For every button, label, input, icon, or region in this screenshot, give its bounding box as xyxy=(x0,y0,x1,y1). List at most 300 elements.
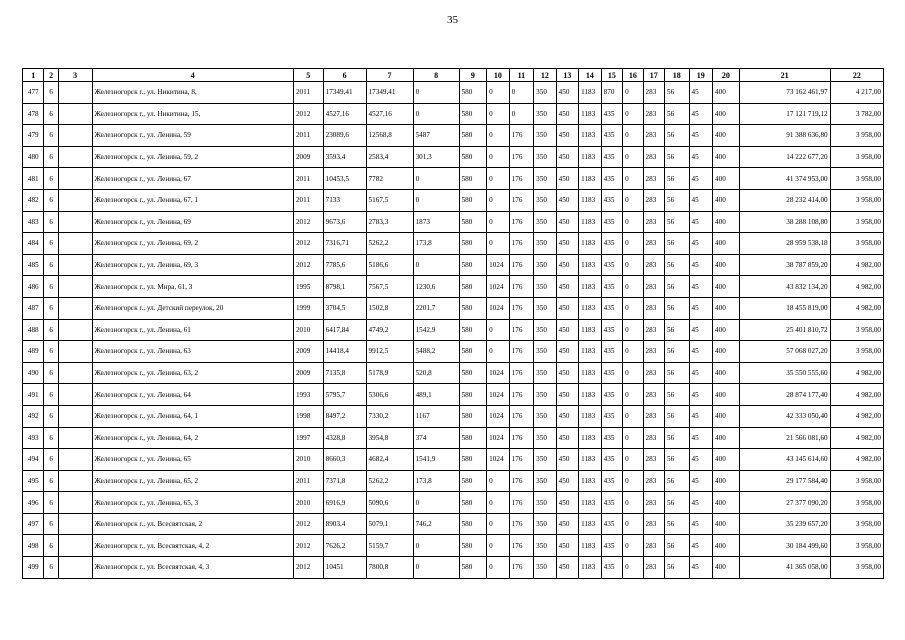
table-cell: 45 xyxy=(689,103,713,125)
table-cell: 42 333 050,40 xyxy=(739,405,830,427)
table-cell: 0 xyxy=(623,82,643,104)
table-cell: 580 xyxy=(459,513,487,535)
table-cell: 176 xyxy=(509,449,534,471)
table-cell: 283 xyxy=(643,535,664,557)
table-cell: 870 xyxy=(601,82,622,104)
table-cell: 0 xyxy=(413,168,459,190)
table-cell: 176 xyxy=(509,341,534,363)
table-cell: 1542,9 xyxy=(413,319,459,341)
table-cell: 350 xyxy=(534,384,556,406)
table-cell: 400 xyxy=(713,384,740,406)
table-cell: 176 xyxy=(509,276,534,298)
table-cell: 746,2 xyxy=(413,513,459,535)
table-cell: 283 xyxy=(643,103,664,125)
table-cell xyxy=(58,319,92,341)
table-cell: 1024 xyxy=(487,254,509,276)
table-cell: 580 xyxy=(459,276,487,298)
table-cell: 45 xyxy=(689,557,713,579)
table-cell: 7785,6 xyxy=(323,254,366,276)
table-cell: 1873 xyxy=(413,211,459,233)
table-cell: 6 xyxy=(44,341,58,363)
table-cell: 580 xyxy=(459,362,487,384)
table-cell: 14 222 677,20 xyxy=(739,146,830,168)
table-cell: 1183 xyxy=(579,449,601,471)
column-header: 11 xyxy=(509,69,534,82)
table-cell: 0 xyxy=(487,189,509,211)
table-cell: 283 xyxy=(643,125,664,147)
table-cell: 41 365 058,00 xyxy=(739,557,830,579)
table-row xyxy=(23,211,884,233)
table-cell: 3 958,00 xyxy=(830,513,883,535)
table-cell: 350 xyxy=(534,405,556,427)
table-cell: 0 xyxy=(487,82,509,104)
table-cell: 56 xyxy=(665,189,690,211)
table-cell: 1183 xyxy=(579,319,601,341)
table-cell: 56 xyxy=(665,384,690,406)
table-cell: 350 xyxy=(534,341,556,363)
table-cell: 57 068 027,20 xyxy=(739,341,830,363)
table-cell: 450 xyxy=(556,427,578,449)
table-cell: 45 xyxy=(689,297,713,319)
table-cell: 435 xyxy=(601,557,622,579)
table-cell: 479 xyxy=(23,125,44,147)
table-cell: 491 xyxy=(23,384,44,406)
table-cell: 0 xyxy=(487,341,509,363)
table-cell: 6 xyxy=(44,168,58,190)
column-header: 4 xyxy=(92,69,293,82)
column-header: 15 xyxy=(601,69,622,82)
table-cell: 1993 xyxy=(293,384,323,406)
table-cell: 435 xyxy=(601,535,622,557)
table-cell: 283 xyxy=(643,146,664,168)
table-cell: 478 xyxy=(23,103,44,125)
table-cell: 283 xyxy=(643,168,664,190)
table-cell: 495 xyxy=(23,470,44,492)
table-cell: 435 xyxy=(601,125,622,147)
table-cell: 489 xyxy=(23,341,44,363)
table-cell: 520,8 xyxy=(413,362,459,384)
table-cell: 435 xyxy=(601,384,622,406)
table-cell: 283 xyxy=(643,384,664,406)
column-header: 2 xyxy=(44,69,58,82)
table-cell: Железногорск г., ул. Всесвятская, 2 xyxy=(92,513,293,535)
table-cell: 6 xyxy=(44,276,58,298)
table-cell: 450 xyxy=(556,557,578,579)
column-header: 9 xyxy=(459,69,487,82)
column-header: 6 xyxy=(323,69,366,82)
table-cell xyxy=(58,297,92,319)
table-cell: 4682,4 xyxy=(366,449,413,471)
table-cell: 5487 xyxy=(413,125,459,147)
table-cell: 45 xyxy=(689,254,713,276)
table-cell: 1183 xyxy=(579,82,601,104)
table-cell: 580 xyxy=(459,492,487,514)
table-cell: 450 xyxy=(556,362,578,384)
table-cell: 56 xyxy=(665,233,690,255)
table-cell: 400 xyxy=(713,125,740,147)
table-cell: 6 xyxy=(44,449,58,471)
table-cell: 1183 xyxy=(579,276,601,298)
table-cell: 0 xyxy=(487,535,509,557)
table-cell: 0 xyxy=(487,146,509,168)
column-header: 12 xyxy=(534,69,556,82)
table-cell: 5262,2 xyxy=(366,470,413,492)
table-cell: 4 982,00 xyxy=(830,276,883,298)
table-cell: 56 xyxy=(665,362,690,384)
table-cell: 45 xyxy=(689,362,713,384)
table-cell xyxy=(58,146,92,168)
table-cell: 450 xyxy=(556,168,578,190)
table-cell: 435 xyxy=(601,103,622,125)
table-cell: 1183 xyxy=(579,427,601,449)
table-cell: 1024 xyxy=(487,297,509,319)
table-cell: 21 566 081,60 xyxy=(739,427,830,449)
table-cell: 56 xyxy=(665,82,690,104)
table-cell: 450 xyxy=(556,405,578,427)
table-cell: 173,8 xyxy=(413,233,459,255)
table-cell: 8660,3 xyxy=(323,449,366,471)
table-cell: 7567,5 xyxy=(366,276,413,298)
table-cell: Железногорск г., ул. Ленина, 67 xyxy=(92,168,293,190)
table-cell: 7626,2 xyxy=(323,535,366,557)
table-cell: 400 xyxy=(713,470,740,492)
table-cell: 3704,5 xyxy=(323,297,366,319)
table-cell: 176 xyxy=(509,535,534,557)
table-cell: 0 xyxy=(509,103,534,125)
table-cell: 400 xyxy=(713,146,740,168)
table-cell: 1183 xyxy=(579,492,601,514)
table-cell: 400 xyxy=(713,427,740,449)
table-cell: 3 958,00 xyxy=(830,211,883,233)
table-cell: 56 xyxy=(665,449,690,471)
table-cell: 283 xyxy=(643,470,664,492)
table-cell: 283 xyxy=(643,557,664,579)
table-cell: 580 xyxy=(459,82,487,104)
table-row xyxy=(23,82,884,104)
table-cell: 6 xyxy=(44,319,58,341)
table-cell: 6 xyxy=(44,82,58,104)
table-cell: 176 xyxy=(509,492,534,514)
table-cell: 499 xyxy=(23,557,44,579)
table-cell: 5159,7 xyxy=(366,535,413,557)
table-cell: 45 xyxy=(689,189,713,211)
table-cell xyxy=(58,276,92,298)
table-cell: 580 xyxy=(459,341,487,363)
table-cell: 450 xyxy=(556,189,578,211)
table-cell: 2583,4 xyxy=(366,146,413,168)
column-header: 17 xyxy=(643,69,664,82)
table-cell: 12568,8 xyxy=(366,125,413,147)
table-cell: 450 xyxy=(556,125,578,147)
table-cell: 176 xyxy=(509,168,534,190)
table-cell: 2011 xyxy=(293,189,323,211)
table-cell: 5795,7 xyxy=(323,384,366,406)
table-cell: 350 xyxy=(534,427,556,449)
table-cell: 2010 xyxy=(293,449,323,471)
table-cell: 0 xyxy=(623,319,643,341)
table-cell: 6 xyxy=(44,535,58,557)
table-cell: 350 xyxy=(534,189,556,211)
table-cell: 2009 xyxy=(293,362,323,384)
table-cell: 497 xyxy=(23,513,44,535)
table-cell: 176 xyxy=(509,384,534,406)
table-cell: 1183 xyxy=(579,405,601,427)
table-cell: 35 550 555,60 xyxy=(739,362,830,384)
table-cell: 1183 xyxy=(579,341,601,363)
table-cell: 5262,2 xyxy=(366,233,413,255)
table-cell: Железногорск г., ул. Никитина, 15, xyxy=(92,103,293,125)
table-cell: 490 xyxy=(23,362,44,384)
table-cell: 0 xyxy=(623,103,643,125)
table-cell: 35 239 657,20 xyxy=(739,513,830,535)
table-cell: 5178,9 xyxy=(366,362,413,384)
register-table xyxy=(22,68,884,579)
table-cell: 3 958,00 xyxy=(830,470,883,492)
table-cell: 56 xyxy=(665,492,690,514)
table-cell: 2009 xyxy=(293,341,323,363)
table-cell: 400 xyxy=(713,276,740,298)
table-cell: 0 xyxy=(623,254,643,276)
table-row xyxy=(23,341,884,363)
table-row xyxy=(23,233,884,255)
table-cell: 1998 xyxy=(293,405,323,427)
table-cell: 56 xyxy=(665,103,690,125)
column-header: 13 xyxy=(556,69,578,82)
table-cell: 0 xyxy=(487,103,509,125)
table-cell: 435 xyxy=(601,405,622,427)
table-cell: 6 xyxy=(44,384,58,406)
table-cell: 1183 xyxy=(579,557,601,579)
table-cell xyxy=(58,254,92,276)
table-cell: 0 xyxy=(413,254,459,276)
table-cell: 6 xyxy=(44,297,58,319)
table-cell: 400 xyxy=(713,535,740,557)
table-cell: Железногорск г., ул. Ленина, 64, 2 xyxy=(92,427,293,449)
table-cell: 3593,4 xyxy=(323,146,366,168)
table-cell: 0 xyxy=(413,535,459,557)
table-cell: Железногорск г., ул. Мира, 61, 3 xyxy=(92,276,293,298)
table-cell: 0 xyxy=(623,233,643,255)
table-cell: 7371,8 xyxy=(323,470,366,492)
column-header: 20 xyxy=(713,69,740,82)
table-cell: 485 xyxy=(23,254,44,276)
table-cell: 0 xyxy=(413,82,459,104)
table-cell: 56 xyxy=(665,405,690,427)
table-cell: 400 xyxy=(713,233,740,255)
table-cell: 56 xyxy=(665,168,690,190)
table-cell: 2009 xyxy=(293,146,323,168)
table-row xyxy=(23,405,884,427)
table-cell xyxy=(58,341,92,363)
table-cell: 0 xyxy=(509,82,534,104)
table-cell xyxy=(58,384,92,406)
table-cell: 2012 xyxy=(293,557,323,579)
table-cell: 580 xyxy=(459,168,487,190)
table-cell: 6 xyxy=(44,125,58,147)
table-cell: 4 982,00 xyxy=(830,297,883,319)
table-cell: 283 xyxy=(643,449,664,471)
table-row xyxy=(23,384,884,406)
table-cell: 580 xyxy=(459,125,487,147)
table-cell: 486 xyxy=(23,276,44,298)
table-cell: 400 xyxy=(713,103,740,125)
table-cell xyxy=(58,513,92,535)
table-cell: 56 xyxy=(665,513,690,535)
table-body xyxy=(23,82,884,579)
table-cell: 4 217,00 xyxy=(830,82,883,104)
table-cell: 484 xyxy=(23,233,44,255)
table-cell: 3 958,00 xyxy=(830,189,883,211)
table-cell: 1183 xyxy=(579,362,601,384)
table-cell: 283 xyxy=(643,297,664,319)
table-cell: 45 xyxy=(689,513,713,535)
table-cell: 4 982,00 xyxy=(830,427,883,449)
column-header: 21 xyxy=(739,69,830,82)
table-cell: 1502,8 xyxy=(366,297,413,319)
table-cell: 9912,5 xyxy=(366,341,413,363)
table-cell: Железногорск г., ул. Ленина, 65, 2 xyxy=(92,470,293,492)
table-cell: 5090,6 xyxy=(366,492,413,514)
table-cell: 400 xyxy=(713,297,740,319)
table-cell: 5186,6 xyxy=(366,254,413,276)
table-cell xyxy=(58,168,92,190)
table-cell: 1024 xyxy=(487,427,509,449)
table-cell: 3 958,00 xyxy=(830,341,883,363)
table-cell: 450 xyxy=(556,513,578,535)
table-cell: Железногорск г., ул. Ленина, 63, 2 xyxy=(92,362,293,384)
table-cell: 400 xyxy=(713,211,740,233)
table-cell: 350 xyxy=(534,276,556,298)
table-cell: 350 xyxy=(534,82,556,104)
table-cell: 73 162 461,97 xyxy=(739,82,830,104)
table-cell: 45 xyxy=(689,125,713,147)
table-cell: 1183 xyxy=(579,103,601,125)
table-cell: 45 xyxy=(689,82,713,104)
table-cell: 450 xyxy=(556,492,578,514)
table-cell: 350 xyxy=(534,319,556,341)
table-cell: 2011 xyxy=(293,470,323,492)
table-cell: 176 xyxy=(509,125,534,147)
table-cell: 2011 xyxy=(293,125,323,147)
column-header: 22 xyxy=(830,69,883,82)
table-cell: 10453,5 xyxy=(323,168,366,190)
table-cell: 2010 xyxy=(293,492,323,514)
table-cell: Железногорск г., ул. Ленина, 59 xyxy=(92,125,293,147)
table-cell: 480 xyxy=(23,146,44,168)
table-cell: 492 xyxy=(23,405,44,427)
table-cell: 176 xyxy=(509,233,534,255)
table-cell: 0 xyxy=(413,557,459,579)
table-cell: Железногорск г., ул. Ленина, 59, 2 xyxy=(92,146,293,168)
table-cell: 45 xyxy=(689,233,713,255)
table-cell: 301,3 xyxy=(413,146,459,168)
table-cell: 3 958,00 xyxy=(830,557,883,579)
table-cell: 350 xyxy=(534,125,556,147)
table-cell: 283 xyxy=(643,341,664,363)
table-cell: 435 xyxy=(601,492,622,514)
table-cell: 1183 xyxy=(579,189,601,211)
column-header: 18 xyxy=(665,69,690,82)
column-header: 1 xyxy=(23,69,44,82)
table-cell: 350 xyxy=(534,470,556,492)
table-cell: Железногорск г., ул. Никитина, 8, xyxy=(92,82,293,104)
table-cell: 435 xyxy=(601,146,622,168)
table-cell: 580 xyxy=(459,470,487,492)
table-cell: 6417,84 xyxy=(323,319,366,341)
table-cell: 400 xyxy=(713,449,740,471)
table-cell: Железногорск г., ул. Ленина, 61 xyxy=(92,319,293,341)
table-cell: 0 xyxy=(413,492,459,514)
table-cell: 1183 xyxy=(579,254,601,276)
table-cell: 450 xyxy=(556,449,578,471)
table-cell: 0 xyxy=(487,168,509,190)
table-cell: 56 xyxy=(665,297,690,319)
table-cell: 23089,6 xyxy=(323,125,366,147)
table-cell: 283 xyxy=(643,82,664,104)
table-cell: 45 xyxy=(689,470,713,492)
table-cell: 0 xyxy=(623,168,643,190)
table-cell xyxy=(58,189,92,211)
table-cell: 3954,8 xyxy=(366,427,413,449)
table-cell: 435 xyxy=(601,233,622,255)
table-cell: 580 xyxy=(459,384,487,406)
table-cell: Железногорск г., ул. Ленина, 69 xyxy=(92,211,293,233)
table-cell: 2012 xyxy=(293,211,323,233)
table-cell: 8903,4 xyxy=(323,513,366,535)
table-cell: 1024 xyxy=(487,449,509,471)
table-cell: 4 982,00 xyxy=(830,362,883,384)
table-cell: 10451 xyxy=(323,557,366,579)
column-header: 5 xyxy=(293,69,323,82)
table-cell: 0 xyxy=(487,492,509,514)
table-cell: 176 xyxy=(509,427,534,449)
table-cell: 6 xyxy=(44,470,58,492)
table-cell: 0 xyxy=(487,557,509,579)
table-cell: 2201,7 xyxy=(413,297,459,319)
table-cell: 580 xyxy=(459,427,487,449)
table-cell: 0 xyxy=(487,513,509,535)
table-cell: 350 xyxy=(534,449,556,471)
table-cell: 283 xyxy=(643,254,664,276)
table-cell: 5167,5 xyxy=(366,189,413,211)
table-row xyxy=(23,557,884,579)
table-cell: 435 xyxy=(601,254,622,276)
table-cell: 7135,8 xyxy=(323,362,366,384)
table-cell: 0 xyxy=(623,189,643,211)
table-cell: 6 xyxy=(44,254,58,276)
table-cell: 0 xyxy=(413,103,459,125)
table-cell: 450 xyxy=(556,276,578,298)
table-cell: 45 xyxy=(689,341,713,363)
table-cell: 1230,6 xyxy=(413,276,459,298)
table-cell: 1183 xyxy=(579,146,601,168)
table-cell xyxy=(58,125,92,147)
table-cell: 435 xyxy=(601,319,622,341)
table-cell: 1183 xyxy=(579,513,601,535)
table-row xyxy=(23,449,884,471)
table-cell: 56 xyxy=(665,276,690,298)
table-cell: 2783,3 xyxy=(366,211,413,233)
table-cell: Железногорск г., ул. Ленина, 69, 3 xyxy=(92,254,293,276)
table-cell: 580 xyxy=(459,405,487,427)
table-cell: 1183 xyxy=(579,233,601,255)
table-cell: 29 177 584,40 xyxy=(739,470,830,492)
table-cell: 435 xyxy=(601,276,622,298)
table-cell: 0 xyxy=(413,189,459,211)
table-cell: 481 xyxy=(23,168,44,190)
table-cell: 27 377 090,20 xyxy=(739,492,830,514)
table-cell: 435 xyxy=(601,297,622,319)
